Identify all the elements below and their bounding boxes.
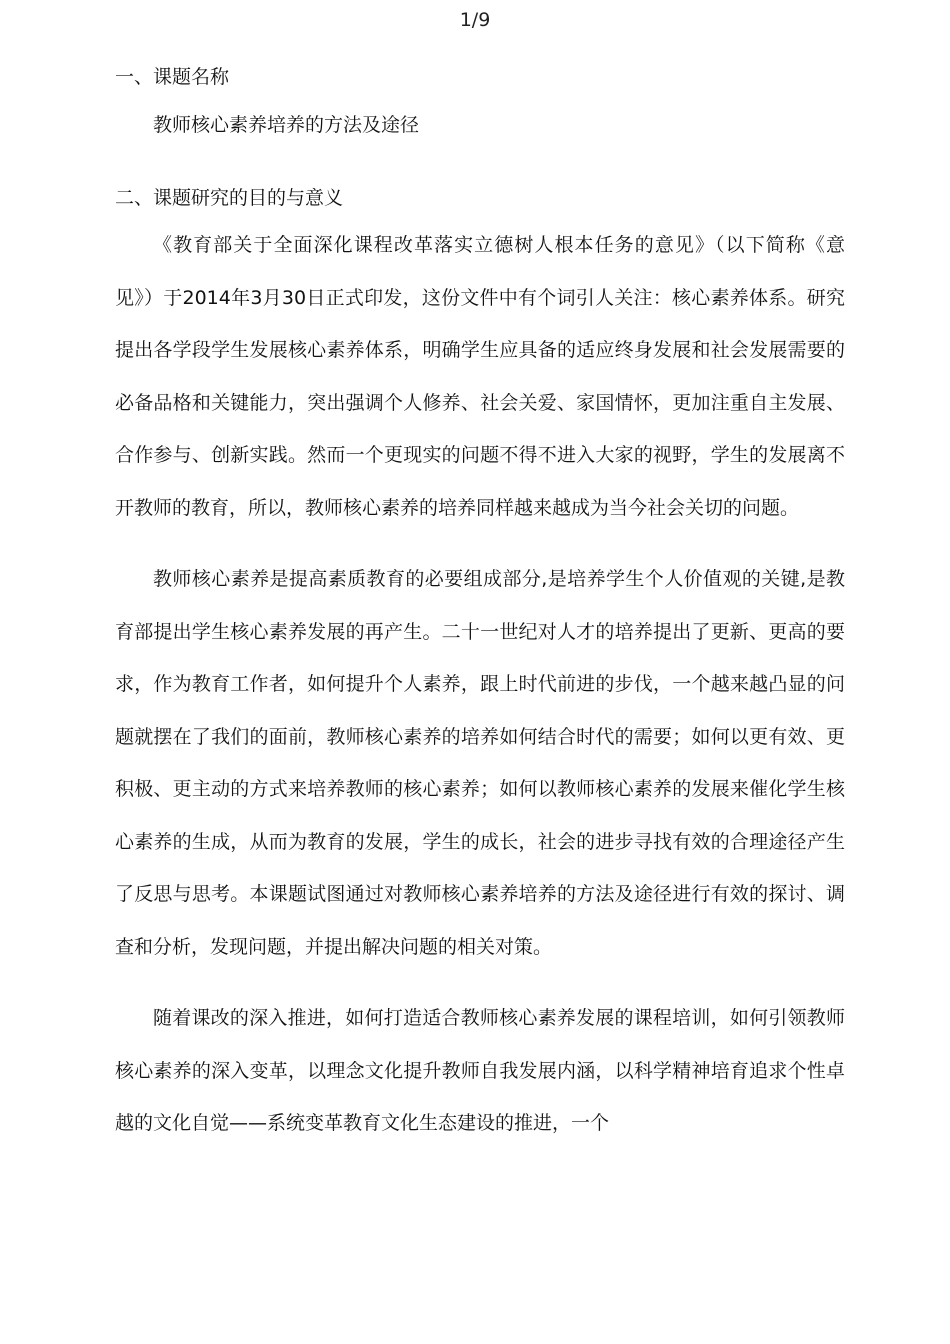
page-number: 1/9 xyxy=(459,9,491,31)
topic-title: 教师核心素养培养的方法及途径 xyxy=(153,114,420,136)
document-body xyxy=(115,62,845,1150)
paragraph: 教师核心素养是提高素质教育的必要组成部分,是培养学生个人价值观的关键,是教育部提出学生核心素养发展的再产生。二十一世纪对人才的培养提出了更新、更高的要求，作为教育工作者，如何提升个人素养，跟上时代前进的步伐，一个越来越凸显的问题就摆在了我们的面前，教师核心素养的培养如何结合时代的需要；如何以更有效、更积极、更主动的方式来培养教师的核心素养；如何以教师核心素养的发展来催化学生核心素养的生成，从而为教育的发展，学生的成长，社会的进步寻找有效的合理途径产生了反思与思考。本课题试图通过对教师核心素养培养的方法及途径进行有效的探讨、调查和分析，发现问题，并提出解决问题的相关对策。 xyxy=(115,568,845,958)
paragraph: 随着课改的深入推进，如何打造适合教师核心素养发展的课程培训，如何引领教师核心素养的深入变革，以理念文化提升教师自我发展内涵，以科学精神培育追求个性卓越的文化自觉——系统变革教育文化生态建设的推进，一个 xyxy=(115,1007,845,1134)
section-heading-purpose: 二、课题研究的目的与意义 xyxy=(115,187,344,209)
section-heading-topic-name: 一、课题名称 xyxy=(115,66,230,88)
paragraph: 《教育部关于全面深化课程改革落实立德树人根本任务的意见》（以下简称《意见》）于2014年3月30日正式印发，这份文件中有个词引人关注：核心素养体系。研究提出各学段学生发展核心素养体系，明确学生应具备的适应终身发展和社会发展需要的必备品格和关键能力，突出强调个人修养、社会关爱、家国情怀，更加注重自主发展、合作参与、创新实践。然而一个更现实的问题不得不进入大家的视野，学生的发展离不开教师的教育，所以，教师核心素养的培养同样越来越成为当今社会关切的问题。 xyxy=(115,234,845,519)
